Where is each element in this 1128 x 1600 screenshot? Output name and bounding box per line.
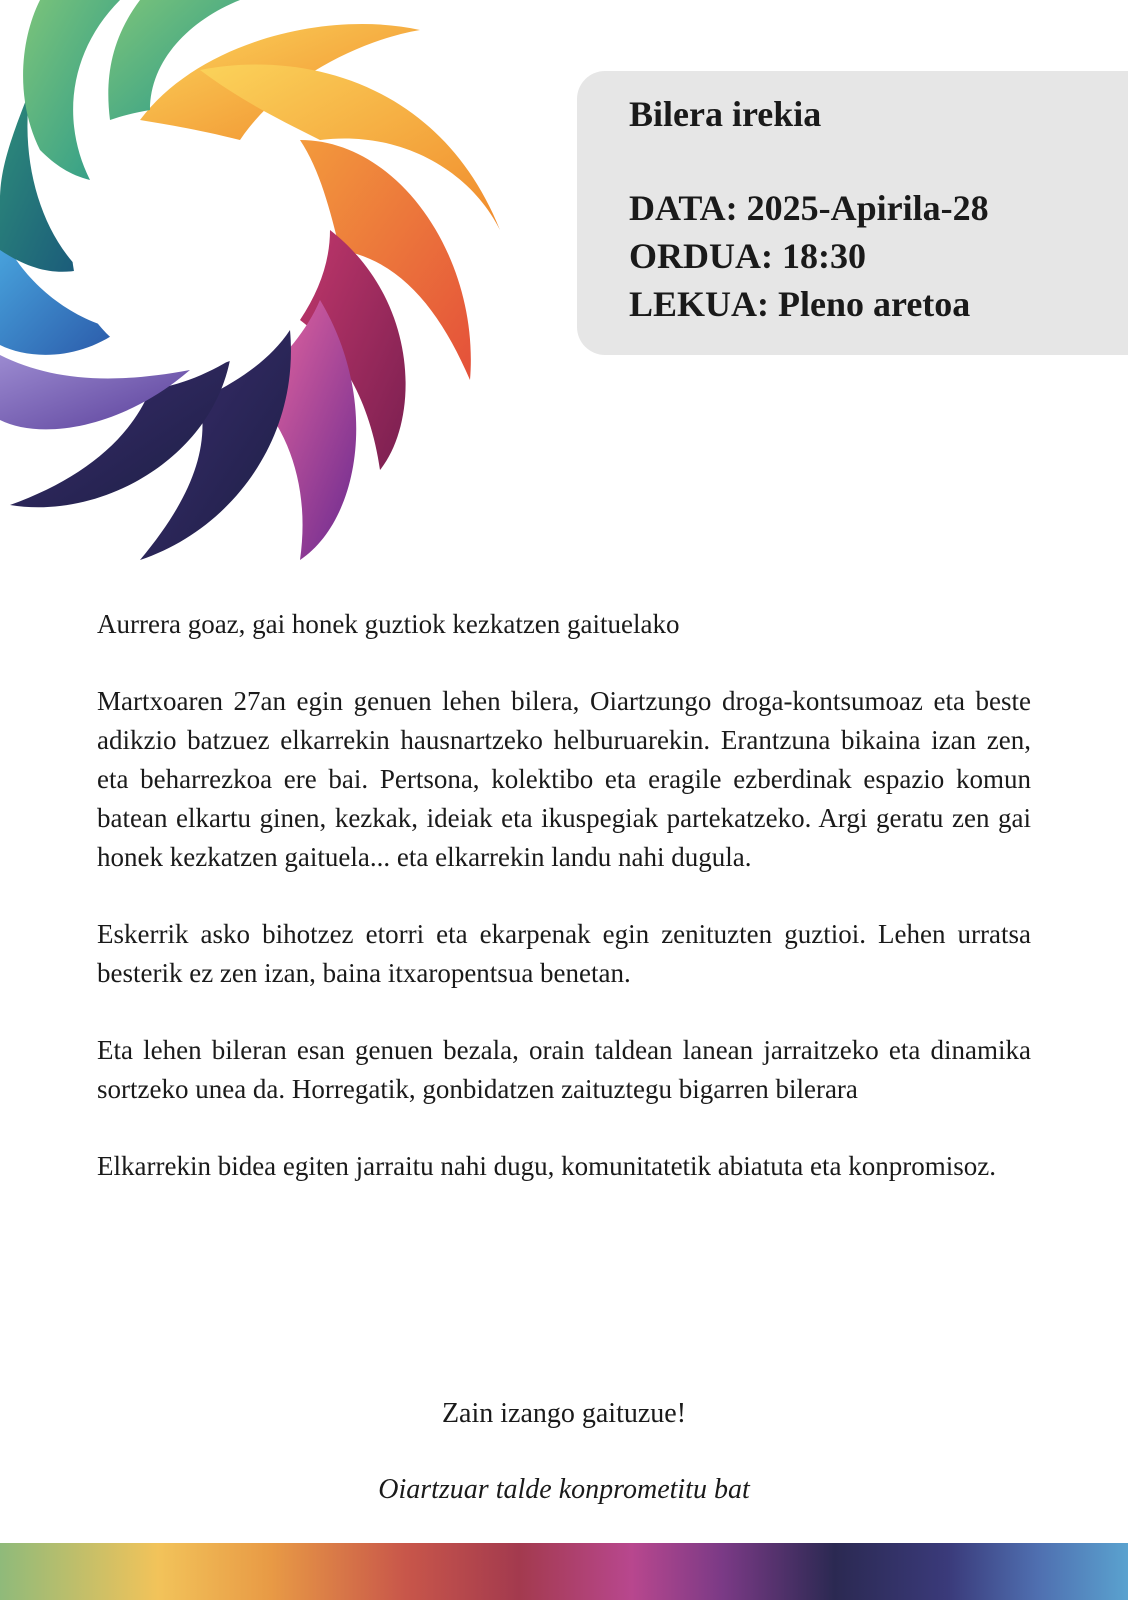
meeting-info-box — [577, 71, 1128, 355]
rainbow-footer-bar — [0, 1543, 1128, 1600]
paragraph-3: Eta lehen bileran esan genuen bezala, orain taldean lanean jarraitzeko eta dinamika sortzeko unea da. Horregatik, gonbidatzen zaituztegu bigarren bilerara — [97, 1035, 1031, 1104]
signature: Oiartzuar talde konprometitu bat — [378, 1474, 750, 1505]
meeting-date: DATA: 2025-Apirila-28 — [629, 187, 989, 228]
swirl-logo-icon — [0, 0, 520, 580]
body-text — [97, 605, 1031, 1224]
paragraph-1: Martxoaren 27an egin genuen lehen bilera, Oiartzungo droga-kontsumoaz eta beste adikzio batzuez elkarrekin hausnartzeko helburuarekin. Erantzuna bikaina izan zen, eta beharrezkoa ere bai. Pertsona, kolektibo eta eragile ezberdinak espazio komun batean elkartu ginen, kezkak, ideiak eta ikuspegiak partekatzeko. Argi geratu zen gai honek kezkatzen gaituela... eta elkarrekin landu nahi dugula. — [97, 686, 1031, 872]
paragraph-4: Elkarrekin bidea egiten jarraitu nahi dugu, komunitatetik abiatuta eta konpromisoz. — [97, 1151, 996, 1181]
meeting-title: Bilera irekia — [629, 94, 822, 134]
meeting-place: LEKUA: Pleno aretoa — [629, 283, 971, 324]
paragraph-2: Eskerrik asko bihotzez etorri eta ekarpenak egin zenituzten guztioi. Lehen urratsa besterik ez zen izan, baina itxaropentsua benetan. — [97, 919, 1031, 988]
closing-line: Zain izango gaituzue! — [441, 1398, 687, 1429]
meeting-time: ORDUA: 18:30 — [629, 235, 866, 276]
headline: Aurrera goaz, gai honek guztiok kezkatzen gaituelako — [97, 609, 680, 639]
